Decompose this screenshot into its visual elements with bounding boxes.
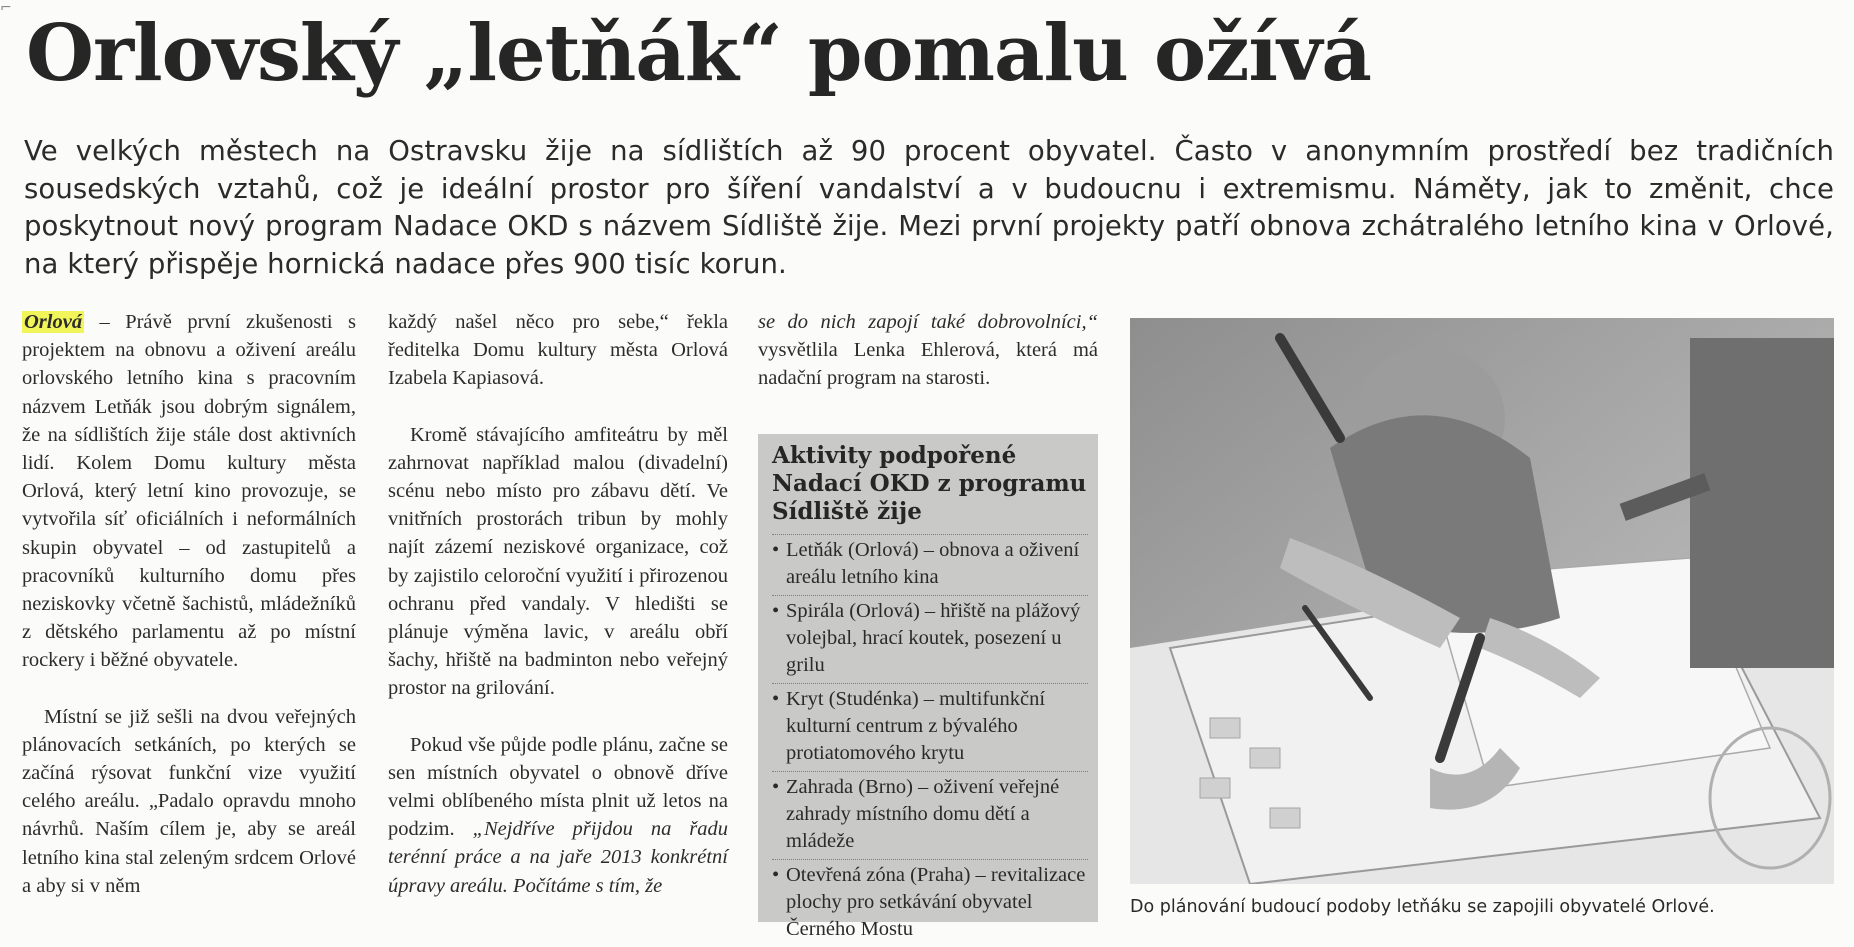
sidebar-list-item: • Otevřená zóna (Praha) – revitalizace plochy pro setkávání obyvatel Černého Mostu — [772, 859, 1088, 947]
photo-illustration — [1130, 318, 1834, 884]
paragraph-text: Pokud vše půjde podle plánu, začne se sen místních obyvatel o obnově dříve velmi oblíbeného místa plnit už letos na podzim. — [388, 733, 728, 841]
sidebar-list-item: • Letňák (Orlová) – obnova a oživení areálu letního kina — [772, 534, 1088, 595]
dateline: Orlová — [24, 311, 83, 333]
article-photo — [1130, 318, 1834, 884]
article-paragraph — [22, 308, 356, 675]
article-paragraph: Kromě stávajícího amfiteátru by měl zahrnovat například malou (divadelní) scénu nebo místo pro zábavu dětí. Ve vnitřních prostorách tribun by mohly najít zázemí neziskové organizace, což by zajistilo celoroční využití i přirozenou ochranu před vandaly. V hledišti se plánuje výměna lavic, v areálu obří šachy, hřiště na badminton nebo veřejný prostor na grilování. — [388, 423, 728, 700]
quote-text: „Nejdříve přijdou na řadu terénní práce a na jaře 2013 konkrétní úpravy areálu. Počítáme s tím, že — [388, 818, 729, 897]
lead-paragraph: Ve velkých městech na Ostravsku žije na sídlištích až 90 procent obyvatel. Často v anonymním prostředí bez tradičních sousedských vztahů, což je ideální prostor pro šíření vandalství a v budoucnu i extremismu. Náměty, jak to změnit, chce poskytnout nový program Nadace OKD s názvem Sídliště žije. Mezi první projekty patří obnova zchátralého letního kina v Orlové, na který přispěje hornická nadace přes 900 tisíc korun. — [24, 135, 1834, 280]
sidebar-list-item: • Spirála (Orlová) – hřiště na plážový volejbal, hrací koutek, posezení u grilu — [772, 595, 1088, 683]
article-column-2 — [388, 308, 728, 928]
quote-text: se do nich zapojí také dobrovolníci,“ — [758, 311, 1098, 333]
article-column-1 — [22, 308, 356, 928]
article-column-3 — [758, 308, 1098, 421]
paragraph-text: – Právě první zkušenosti s projektem na obnovu a oživení areálu orlovského letního kina s pracovním názvem Letňák jsou dobrým signálem, že na sídlištích žije stále dost aktivních lidí. Kolem Domu kultury města Orlová, který letní kino provozuje, se vytvořila síť oficiálních i neformálních skupin obyvatel – od zastupitelů a pracovníků kulturního domu přes neziskovky včetně šachistů, mládežníků z dětského parlamentu až po místní rockery i běžné obyvatele. — [22, 311, 356, 672]
article-paragraph: každý našel něco pro sebe,“ řekla ředitelka Domu kultury města Orlová Izabela Kapiasová. — [388, 311, 728, 390]
photo-caption: Do plánování budoucí podoby letňáku se zapojili obyvatelé Orlové. — [1130, 897, 1715, 917]
paragraph-text: vysvětlila Lenka Ehlerová, která má nadační program na starosti. — [758, 339, 1098, 390]
headline: Orlovský „letňák“ pomalu ožívá — [26, 8, 1371, 99]
sidebar-title: Aktivity podpořené Nadací OKD z programu Sídliště žije — [772, 442, 1087, 525]
sidebar-box — [758, 434, 1098, 940]
sidebar-list-item: • Zahrada (Brno) – oživení veřejné zahrady místního domu dětí a mládeže — [772, 771, 1088, 859]
article-paragraph — [388, 731, 728, 900]
article-paragraph: Místní se již sešli na dvou veřejných plánovacích setkáních, po kterých se začíná rýsovat funkční vize využití celého areálu. „Padalo opravdu mnoho návrhů. Naším cílem je, aby se areál letního kina stal zeleným srdcem Orlové a aby si v něm — [22, 705, 356, 897]
sidebar-list — [772, 534, 1088, 947]
sidebar-list-item: • Kryt (Studénka) – multifunkční kulturní centrum z bývalého protiatomového krytu — [772, 683, 1088, 771]
article-paragraph — [758, 308, 1098, 393]
scan-corner-mark: ⌐ — [0, 0, 12, 16]
